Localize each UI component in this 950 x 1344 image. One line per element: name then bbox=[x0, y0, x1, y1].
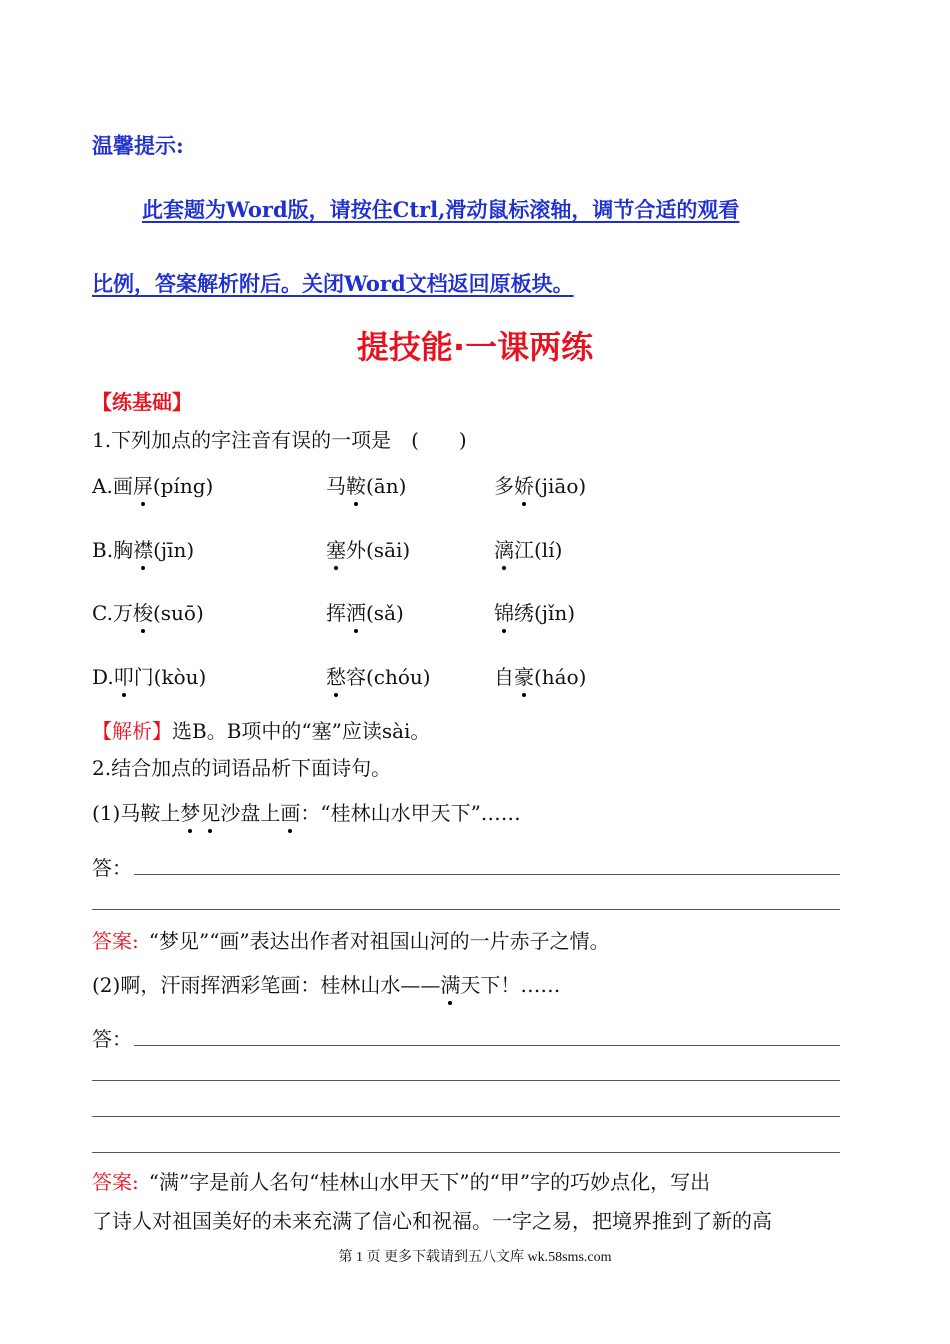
answer-2-line-1 bbox=[92, 1166, 710, 1195]
option-pinyin: 绣(jǐn) bbox=[514, 601, 576, 625]
question-2-sub-2 bbox=[92, 969, 560, 998]
analysis-text: 选B。B项中的“塞”应读sài。 bbox=[172, 719, 431, 743]
answer-line[interactable] bbox=[92, 909, 840, 910]
answer-line[interactable] bbox=[92, 1116, 840, 1117]
option-b-3 bbox=[494, 534, 562, 563]
answer-line[interactable] bbox=[134, 1045, 840, 1046]
answer-1 bbox=[92, 925, 610, 954]
sub1-dotted-2: 见 bbox=[200, 797, 220, 826]
option-pinyin: (píng) bbox=[152, 474, 214, 498]
option-pinyin: (jiāo) bbox=[534, 474, 587, 498]
answer-prompt-2: 答： bbox=[92, 1027, 132, 1051]
option-label: A. bbox=[92, 474, 113, 498]
option-label: B. bbox=[92, 538, 114, 562]
option-dotted-char: 豪 bbox=[514, 661, 534, 690]
sub2-dotted: 满 bbox=[440, 969, 460, 998]
option-text: 自 bbox=[494, 665, 514, 689]
option-dotted-char: 锦 bbox=[494, 597, 514, 626]
option-pinyin: (suō) bbox=[152, 601, 204, 625]
answer-1-text: “梦见”“画”表达出作者对祖国山河的一片赤子之情。 bbox=[148, 929, 610, 953]
answer-tag: 答案: bbox=[92, 929, 139, 953]
question-1-analysis bbox=[92, 715, 430, 744]
option-text: 挥 bbox=[326, 601, 346, 625]
option-dotted-char: 屏 bbox=[133, 470, 153, 499]
option-a-3 bbox=[494, 470, 586, 499]
sub1-text-c: ：“桂林山水甲天下”…… bbox=[300, 801, 521, 825]
option-pinyin: (jīn) bbox=[153, 538, 195, 562]
option-a-2 bbox=[326, 470, 406, 499]
question-1-stem: 1.下列加点的字注音有误的一项是 ( ) bbox=[92, 428, 467, 452]
sub2-text-b: 天下！…… bbox=[460, 973, 561, 997]
option-dotted-char: 塞 bbox=[326, 534, 346, 563]
tip-line-2: 比例，答案解析附后。关闭Word文档返回原板块。 bbox=[92, 271, 574, 296]
option-dotted-char: 愁 bbox=[326, 661, 346, 690]
option-dotted-char: 漓 bbox=[494, 534, 514, 563]
option-label: D. bbox=[92, 665, 114, 689]
option-text: 胸 bbox=[113, 538, 134, 562]
question-2-stem: 2.结合加点的词语品析下面诗句。 bbox=[92, 756, 392, 780]
sub1-dotted-1: 梦 bbox=[180, 797, 200, 826]
option-pinyin: 江(lí) bbox=[514, 538, 563, 562]
section-tag: 【练基础】 bbox=[92, 390, 192, 414]
option-d-2 bbox=[326, 661, 431, 690]
option-text: 万 bbox=[112, 601, 133, 625]
tip-title: 温馨提示: bbox=[92, 133, 184, 158]
question-2-sub-1 bbox=[92, 797, 521, 826]
option-c-3 bbox=[494, 597, 575, 626]
analysis-tag: 【解析】 bbox=[92, 719, 172, 743]
page-footer: 第 1 页 更多下载请到五八文库 wk.58sms.com bbox=[338, 1250, 612, 1265]
option-b-1 bbox=[92, 534, 194, 563]
option-dotted-char: 洒 bbox=[346, 597, 366, 626]
sub1-text-a: (1)马鞍上 bbox=[92, 801, 181, 825]
option-d-3 bbox=[494, 661, 586, 690]
sub1-text-b: 沙盘上 bbox=[220, 801, 281, 825]
page-title: 提技能·一课两练 bbox=[356, 328, 594, 366]
option-dotted-char: 娇 bbox=[514, 470, 534, 499]
answer-tag: 答案: bbox=[92, 1170, 139, 1194]
sub1-dotted-3: 画 bbox=[280, 797, 300, 826]
option-pinyin: (sǎ) bbox=[366, 601, 404, 625]
answer-line[interactable] bbox=[134, 874, 840, 875]
answer-line[interactable] bbox=[92, 1080, 840, 1081]
answer-2-line-2: 了诗人对祖国美好的未来充满了信心和祝福。一字之易，把境界推到了新的高 bbox=[92, 1209, 772, 1233]
option-dotted-char: 鞍 bbox=[346, 470, 366, 499]
option-dotted-char: 襟 bbox=[133, 534, 153, 563]
answer-line[interactable] bbox=[92, 1152, 840, 1153]
option-pinyin: 门(kòu) bbox=[133, 665, 207, 689]
option-dotted-char: 叩 bbox=[114, 661, 134, 690]
option-c-1 bbox=[92, 597, 204, 626]
option-pinyin: (háo) bbox=[534, 665, 587, 689]
option-dotted-char: 梭 bbox=[133, 597, 153, 626]
option-text: 多 bbox=[494, 474, 514, 498]
option-d-1 bbox=[92, 661, 206, 690]
option-pinyin: 外(sāi) bbox=[346, 538, 411, 562]
option-c-2 bbox=[326, 597, 404, 626]
option-pinyin: (ān) bbox=[366, 474, 407, 498]
option-text: 马 bbox=[326, 474, 346, 498]
option-b-2 bbox=[326, 534, 410, 563]
option-text: 画 bbox=[112, 474, 133, 498]
answer-prompt-1: 答： bbox=[92, 856, 132, 880]
option-a-1 bbox=[92, 470, 213, 499]
answer-2-text-1: “满”字是前人名句“桂林山水甲天下”的“甲”字的巧妙点化，写出 bbox=[148, 1170, 711, 1194]
tip-line-1: 此套题为Word版，请按住Ctrl,滑动鼠标滚轴，调节合适的观看 bbox=[142, 197, 740, 222]
option-label: C. bbox=[92, 601, 113, 625]
option-pinyin: 容(chóu) bbox=[346, 665, 431, 689]
sub2-text-a: (2)啊，汗雨挥洒彩笔画：桂林山水—— bbox=[92, 973, 441, 997]
